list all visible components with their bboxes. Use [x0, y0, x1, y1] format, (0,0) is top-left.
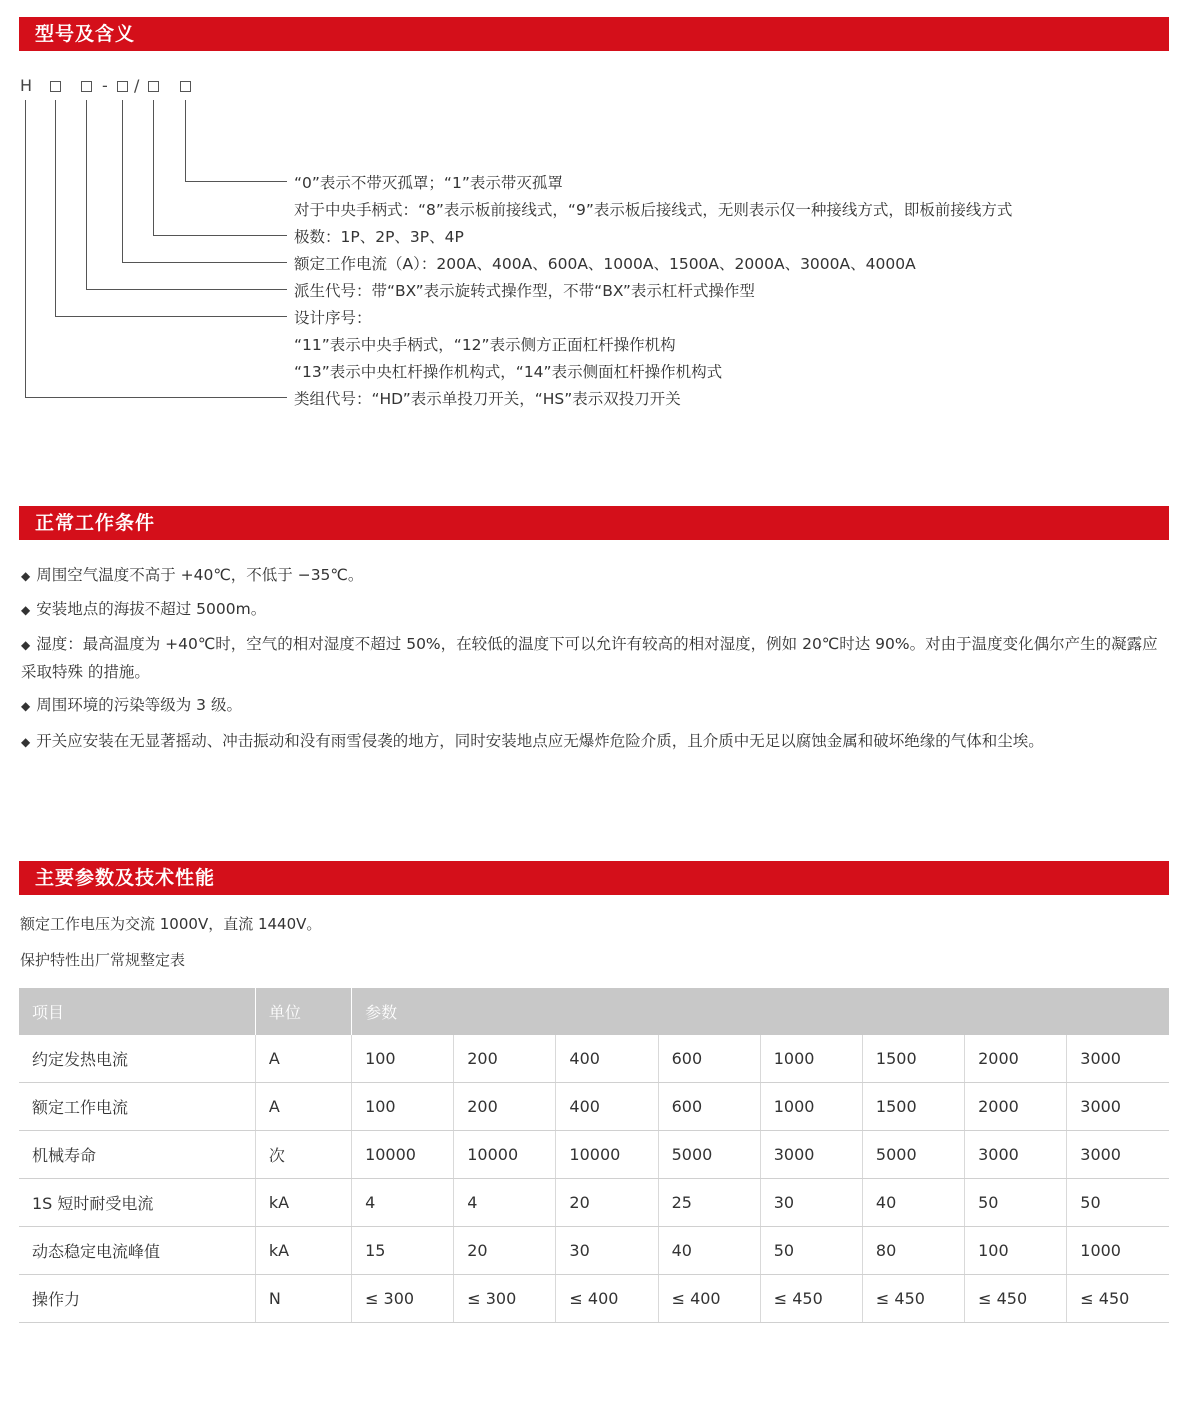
- row-label: 额定工作电流: [19, 1083, 255, 1131]
- model-code-slash: /: [134, 76, 140, 95]
- voltage-note: 额定工作电压为交流 1000V，直流 1440V。: [20, 915, 322, 933]
- model-desc: “13”表示中央杠杆操作机构式，“14”表示侧面杠杆操作机构式: [294, 363, 723, 381]
- param-cell: 15: [352, 1227, 454, 1275]
- row-label: 机械寿命: [19, 1131, 255, 1179]
- param-cell: 50: [760, 1227, 862, 1275]
- param-cell: 40: [862, 1179, 964, 1227]
- table-row: [19, 1179, 1169, 1227]
- leader-line: [185, 181, 287, 182]
- leader-line: [122, 100, 123, 262]
- condition-text: 周围空气温度不高于 +40℃，不低于 −35℃。: [36, 566, 364, 584]
- row-label: 1S 短时耐受电流: [19, 1179, 255, 1227]
- section-header-model: [19, 17, 1169, 51]
- row-unit: kA: [255, 1227, 351, 1275]
- param-cell: 20: [556, 1179, 658, 1227]
- spec-table: [19, 988, 1169, 1323]
- param-cell: ≤ 300: [454, 1275, 556, 1323]
- param-cell: 1500: [862, 1035, 964, 1083]
- leader-line: [55, 316, 287, 317]
- param-cell: 10000: [556, 1131, 658, 1179]
- param-cell: 3000: [1067, 1083, 1169, 1131]
- row-unit: 次: [255, 1131, 351, 1179]
- model-code-dash: -: [102, 76, 108, 95]
- leader-line: [185, 100, 186, 181]
- param-cell: 50: [965, 1179, 1067, 1227]
- param-cell: ≤ 400: [556, 1275, 658, 1323]
- row-unit: A: [255, 1035, 351, 1083]
- param-cell: 30: [760, 1179, 862, 1227]
- param-cell: 1000: [1067, 1227, 1169, 1275]
- model-desc: 派生代号：带“BX”表示旋转式操作型，不带“BX”表示杠杆式操作型: [294, 282, 755, 300]
- param-cell: 3000: [1067, 1131, 1169, 1179]
- model-desc: 极数：1P、2P、3P、4P: [294, 228, 464, 246]
- row-unit: kA: [255, 1179, 351, 1227]
- param-cell: 30: [556, 1227, 658, 1275]
- param-cell: 80: [862, 1227, 964, 1275]
- bullet-icon: ◆: [21, 569, 31, 583]
- model-desc: 额定工作电流（A）：200A、400A、600A、1000A、1500A、2000A、3000A、4000A: [294, 255, 916, 273]
- leader-line: [25, 397, 287, 398]
- param-cell: ≤ 450: [760, 1275, 862, 1323]
- condition-item: [21, 596, 1171, 624]
- model-code-prefix: H: [20, 76, 33, 95]
- leader-line: [55, 100, 56, 316]
- param-cell: 3000: [760, 1131, 862, 1179]
- param-cell: 10000: [352, 1131, 454, 1179]
- model-desc: 设计序号：: [294, 309, 372, 327]
- bullet-icon: ◆: [21, 603, 31, 617]
- param-cell: ≤ 450: [1067, 1275, 1169, 1323]
- param-cell: 25: [658, 1179, 760, 1227]
- section-header-conditions: [19, 506, 1169, 540]
- table-row: [19, 1131, 1169, 1179]
- row-label: 操作力: [19, 1275, 255, 1323]
- header-unit: 单位: [255, 988, 351, 1035]
- section-title: 型号及含义: [35, 23, 136, 45]
- condition-text: 湿度：最高温度为 +40℃时，空气的相对湿度不超过 50%，在较低的温度下可以允许有较高的相对湿度，例如 20℃时达 90%。对由于温度变化偶尔产生的凝露应采取特殊 的措施。: [21, 635, 1158, 681]
- bullet-icon: ◆: [21, 699, 31, 713]
- condition-text: 周围环境的污染等级为 3 级。: [36, 696, 242, 714]
- row-unit: N: [255, 1275, 351, 1323]
- leader-line: [153, 100, 154, 235]
- row-unit: A: [255, 1083, 351, 1131]
- code-slot-box: [148, 81, 159, 92]
- param-cell: 10000: [454, 1131, 556, 1179]
- table-caption: 保护特性出厂常规整定表: [20, 951, 186, 969]
- param-cell: ≤ 400: [658, 1275, 760, 1323]
- table-row: [19, 1275, 1169, 1323]
- param-cell: 100: [965, 1227, 1067, 1275]
- param-cell: ≤ 450: [862, 1275, 964, 1323]
- leader-line: [25, 100, 26, 397]
- param-cell: 2000: [965, 1035, 1067, 1083]
- param-cell: 100: [352, 1035, 454, 1083]
- code-slot-box: [180, 81, 191, 92]
- param-cell: 20: [454, 1227, 556, 1275]
- condition-text: 安装地点的海拔不超过 5000m。: [36, 600, 267, 618]
- header-params: 参数: [352, 988, 1169, 1035]
- param-cell: ≤ 300: [352, 1275, 454, 1323]
- model-desc: 类组代号：“HD”表示单投刀开关，“HS”表示双投刀开关: [294, 390, 681, 408]
- condition-item: [21, 728, 1171, 756]
- param-cell: 40: [658, 1227, 760, 1275]
- table-header-row: [19, 988, 1169, 1035]
- row-label: 约定发热电流: [19, 1035, 255, 1083]
- table-row: [19, 1227, 1169, 1275]
- condition-text: 开关应安装在无显著摇动、冲击振动和没有雨雪侵袭的地方，同时安装地点应无爆炸危险介质，且介质中无足以腐蚀金属和破坏绝缘的气体和尘埃。: [36, 732, 1044, 750]
- code-slot-box: [117, 81, 128, 92]
- param-cell: 2000: [965, 1083, 1067, 1131]
- model-desc: 对于中央手柄式：“8”表示板前接线式，“9”表示板后接线式，无则表示仅一种接线方式，即板前接线方式: [294, 201, 1013, 219]
- model-desc: “11”表示中央手柄式，“12”表示侧方正面杠杆操作机构: [294, 336, 676, 354]
- row-label: 动态稳定电流峰值: [19, 1227, 255, 1275]
- table-row: [19, 1035, 1169, 1083]
- condition-item: [21, 631, 1171, 686]
- param-cell: 600: [658, 1083, 760, 1131]
- header-item: 项目: [19, 988, 255, 1035]
- param-cell: ≤ 450: [965, 1275, 1067, 1323]
- condition-item: [21, 692, 1171, 720]
- leader-line: [86, 289, 287, 290]
- code-slot-box: [50, 81, 61, 92]
- param-cell: 1000: [760, 1083, 862, 1131]
- param-cell: 50: [1067, 1179, 1169, 1227]
- param-cell: 3000: [1067, 1035, 1169, 1083]
- param-cell: 200: [454, 1035, 556, 1083]
- param-cell: 4: [352, 1179, 454, 1227]
- leader-line: [153, 235, 287, 236]
- param-cell: 3000: [965, 1131, 1067, 1179]
- param-cell: 100: [352, 1083, 454, 1131]
- table-row: [19, 1083, 1169, 1131]
- section-header-params: [19, 861, 1169, 895]
- section-title: 正常工作条件: [35, 512, 156, 534]
- bullet-icon: ◆: [21, 735, 31, 749]
- param-cell: 400: [556, 1083, 658, 1131]
- param-cell: 5000: [862, 1131, 964, 1179]
- bullet-icon: ◆: [21, 638, 31, 652]
- param-cell: 1500: [862, 1083, 964, 1131]
- param-cell: 600: [658, 1035, 760, 1083]
- param-cell: 1000: [760, 1035, 862, 1083]
- leader-line: [122, 262, 287, 263]
- condition-item: [21, 562, 1171, 590]
- leader-line: [86, 100, 87, 289]
- param-cell: 5000: [658, 1131, 760, 1179]
- model-desc: “0”表示不带灭孤罩；“1”表示带灭孤罩: [294, 174, 563, 192]
- section-title: 主要参数及技术性能: [35, 867, 216, 889]
- code-slot-box: [81, 81, 92, 92]
- param-cell: 4: [454, 1179, 556, 1227]
- param-cell: 400: [556, 1035, 658, 1083]
- param-cell: 200: [454, 1083, 556, 1131]
